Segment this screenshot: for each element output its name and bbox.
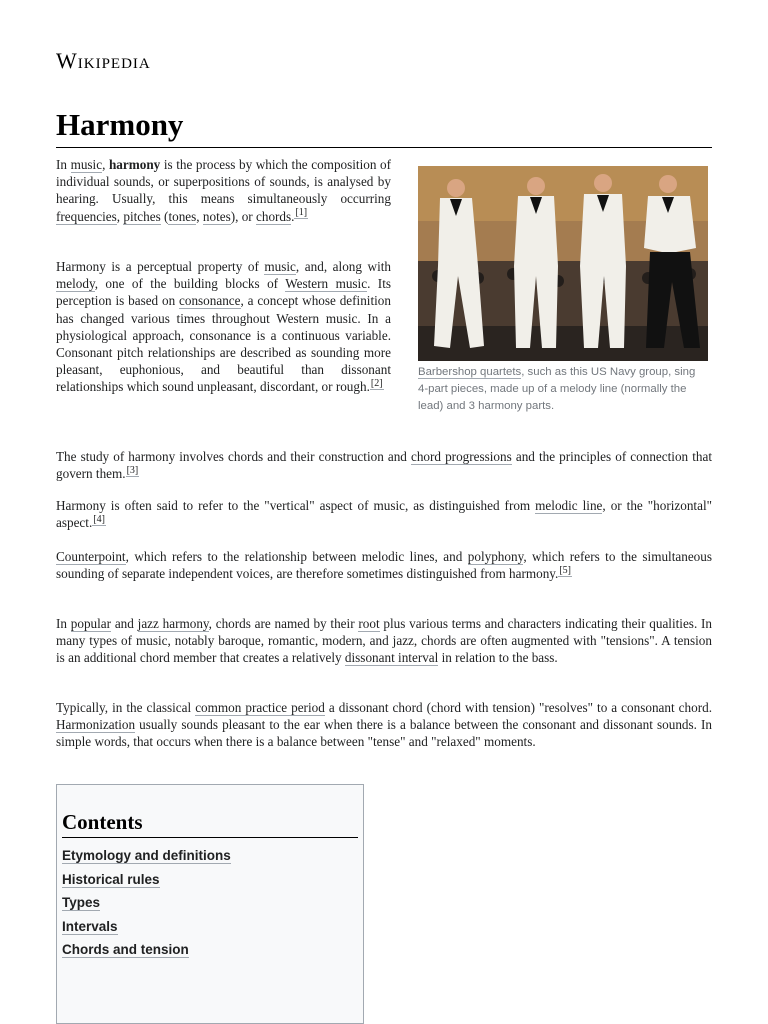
citation-ref[interactable]: [1]: [295, 207, 308, 219]
paragraph-5: Counterpoint, which refers to the relationship between melodic lines, and polyphony, which refers to the simultaneous sounding of separate independent voices, are therefore sometimes distinguished from harmony.[5]: [56, 549, 712, 582]
link-barbershop-quartets[interactable]: Barbershop quartets: [418, 366, 522, 378]
citation-ref[interactable]: [3]: [126, 464, 139, 476]
toc-item[interactable]: Historical rules: [62, 871, 160, 887]
figure-thumbnail: [418, 166, 708, 414]
table-of-contents: [56, 784, 364, 1024]
paragraph-3: The study of harmony involves chords and their construction and chord progressions and the principles of connection that govern them.[3]: [56, 449, 712, 482]
link-jazz-harmony[interactable]: jazz harmony: [137, 616, 209, 631]
citation-ref[interactable]: [4]: [93, 513, 105, 525]
link-music[interactable]: music: [70, 157, 103, 172]
toc-item[interactable]: Types: [62, 895, 101, 911]
link-popular[interactable]: popular: [70, 616, 112, 631]
bold-term: harmony: [108, 157, 161, 172]
link-pitches[interactable]: pitches: [123, 208, 161, 224]
paragraph-6: In popular and jazz harmony, chords are named by their root plus various terms and characters indicating their qualities. In many types of music, notably baroque, romantic, modern, and jazz, chords are often augmented with "tensions". A tension is an additional chord member that creates a relatively dissonant interval in relation to the bass.: [56, 616, 712, 666]
link-music[interactable]: music: [264, 259, 296, 274]
citation-ref[interactable]: [5]: [559, 564, 571, 576]
page-title: Harmony: [56, 105, 712, 148]
paragraph-7: Typically, in the classical common practice period a dissonant chord (chord with tension) "resolves" to a consonant chord. Harmonization usually sounds pleasant to the ear when there is a balance between the consonant and dissonant sounds. In simple words, that occurs when there is a balance between "tense" and "relaxed" moments.: [56, 700, 712, 750]
link-common-practice-period[interactable]: common practice period: [195, 700, 325, 715]
paragraph-4: Harmony is often said to refer to the "vertical" aspect of music, as distinguished from melodic line, or the "horizontal" aspect.[4]: [56, 498, 712, 531]
link-consonance[interactable]: consonance: [179, 293, 241, 309]
figure-caption: Barbershop quartets, such as this US Navy group, sing 4-part pieces, made up of a melody line (normally the lead) and 3 harmony parts.: [418, 366, 696, 412]
link-notes[interactable]: notes: [202, 208, 231, 224]
link-root[interactable]: root: [358, 616, 380, 631]
toc-list: [62, 844, 358, 962]
wikipedia-wordmark[interactable]: Wikipedia: [56, 48, 151, 73]
citation-ref[interactable]: [2]: [370, 378, 383, 390]
toc-item[interactable]: Etymology and definitions: [62, 848, 231, 863]
link-counterpoint[interactable]: Counterpoint: [56, 549, 126, 564]
paragraph-2: Harmony is a perceptual property of music, and, along with melody, one of the building blocks of Western music. Its perception is based on consonance, a concept whose definition has changed various times throughout Western music. In a physiological approach, consonance is a continuous variable. Consonant pitch relationships are described as sounding more pleasant, euphonious, and beautiful than dissonant relationships which sound unpleasant, discordant, or rough.[2]: [56, 259, 391, 395]
link-harmonization[interactable]: Harmonization: [56, 717, 136, 733]
link-chords[interactable]: chords: [256, 208, 292, 224]
link-tones[interactable]: tones: [168, 208, 197, 224]
link-melody[interactable]: melody: [56, 276, 95, 292]
link-melodic-line[interactable]: melodic line: [535, 498, 603, 513]
link-western-music[interactable]: Western music: [285, 276, 368, 292]
toc-item[interactable]: Intervals: [62, 918, 118, 934]
link-chord-progressions[interactable]: chord progressions: [410, 449, 512, 464]
toc-item[interactable]: Chords and tension: [62, 942, 189, 958]
toc-title: Contents: [62, 809, 358, 838]
link-frequencies[interactable]: frequencies: [56, 208, 117, 224]
paragraph-1: In music, harmony is the process by which the composition of individual sounds, or superpositions of sounds, is analysed by hearing. Usually, this means simultaneously occurring frequencies, pitches (tones, notes), or chords.[1]: [56, 157, 391, 224]
link-dissonant-interval[interactable]: dissonant interval: [344, 650, 439, 666]
link-polyphony[interactable]: polyphony: [467, 549, 524, 564]
barbershop-quartet-image[interactable]: [418, 166, 708, 361]
